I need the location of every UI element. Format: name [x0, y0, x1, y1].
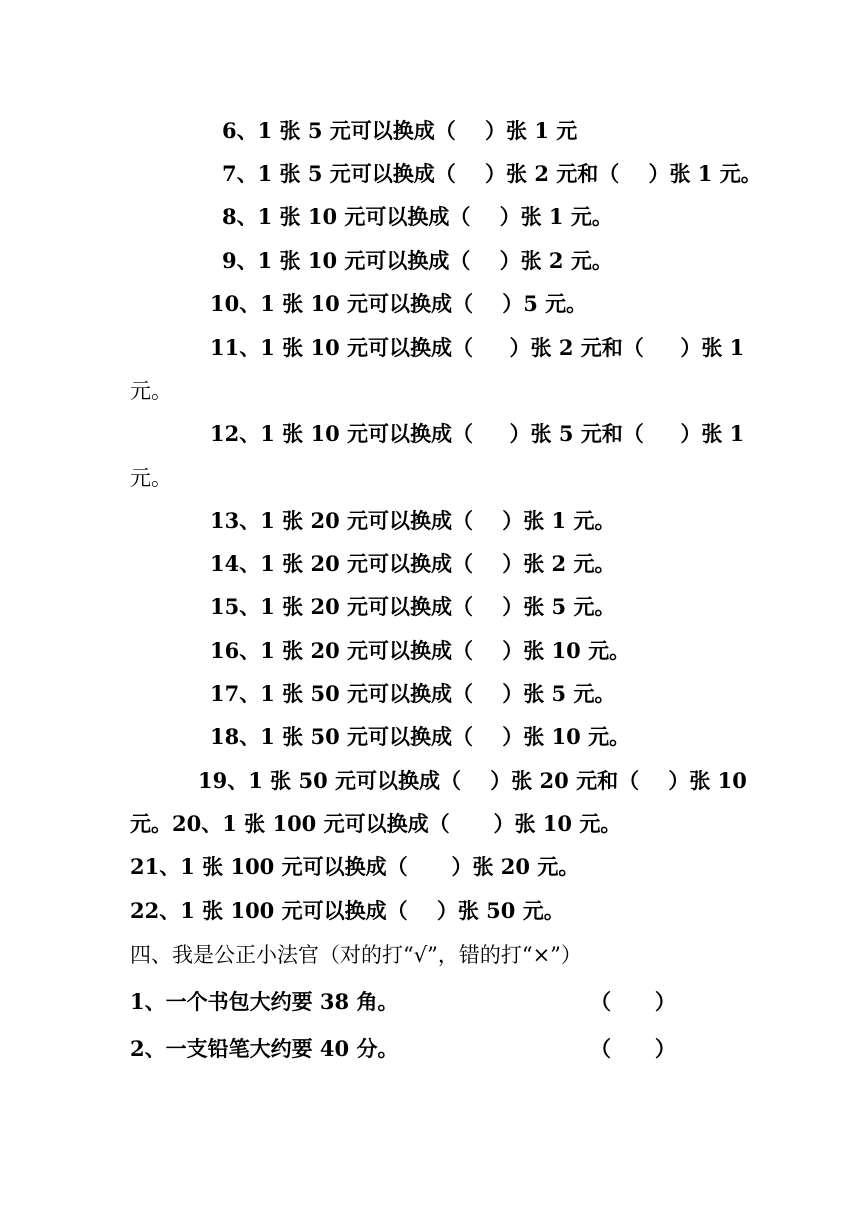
question-12-continuation: 元。 [130, 466, 172, 490]
question-12: 12、1 张 10 元可以换成（ ）张 5 元和（ ）张 1 [210, 421, 745, 446]
question-10: 10、1 张 10 元可以换成（ ）5 元。 [210, 291, 588, 316]
question-18: 18、1 张 50 元可以换成（ ）张 10 元。 [210, 724, 631, 749]
question-19: 19、1 张 50 元可以换成（ ）张 20 元和（ ）张 10 [198, 768, 747, 793]
judge-question-2: 2、一支铅笔大约要 40 分。 [130, 1036, 399, 1061]
question-16: 16、1 张 20 元可以换成（ ）张 10 元。 [210, 638, 631, 663]
question-6: 6、1 张 5 元可以换成（ ）张 1 元 [222, 118, 578, 143]
question-11: 11、1 张 10 元可以换成（ ）张 2 元和（ ）张 1 [210, 335, 745, 360]
judge-answer-1-blank: （ ） [590, 989, 676, 1014]
section-heading: 四、我是公正小法官（对的打“√”，错的打“×”） [130, 943, 582, 967]
judge-answer-2-blank: （ ） [590, 1036, 676, 1061]
question-22: 22、1 张 100 元可以换成（ ）张 50 元。 [130, 898, 565, 923]
question-8: 8、1 张 10 元可以换成（ ）张 1 元。 [222, 204, 613, 229]
question-21: 21、1 张 100 元可以换成（ ）张 20 元。 [130, 854, 580, 879]
question-15: 15、1 张 20 元可以换成（ ）张 5 元。 [210, 594, 616, 619]
question-11-continuation: 元。 [130, 379, 172, 403]
question-14: 14、1 张 20 元可以换成（ ）张 2 元。 [210, 551, 616, 576]
judge-question-1: 1、一个书包大约要 38 角。 [130, 989, 399, 1014]
question-13: 13、1 张 20 元可以换成（ ）张 1 元。 [210, 508, 616, 533]
question-20: 元。20、1 张 100 元可以换成（ ）张 10 元。 [130, 811, 622, 836]
question-9: 9、1 张 10 元可以换成（ ）张 2 元。 [222, 248, 613, 273]
question-17: 17、1 张 50 元可以换成（ ）张 5 元。 [210, 681, 616, 706]
question-7: 7、1 张 5 元可以换成（ ）张 2 元和（ ）张 1 元。 [222, 161, 762, 186]
